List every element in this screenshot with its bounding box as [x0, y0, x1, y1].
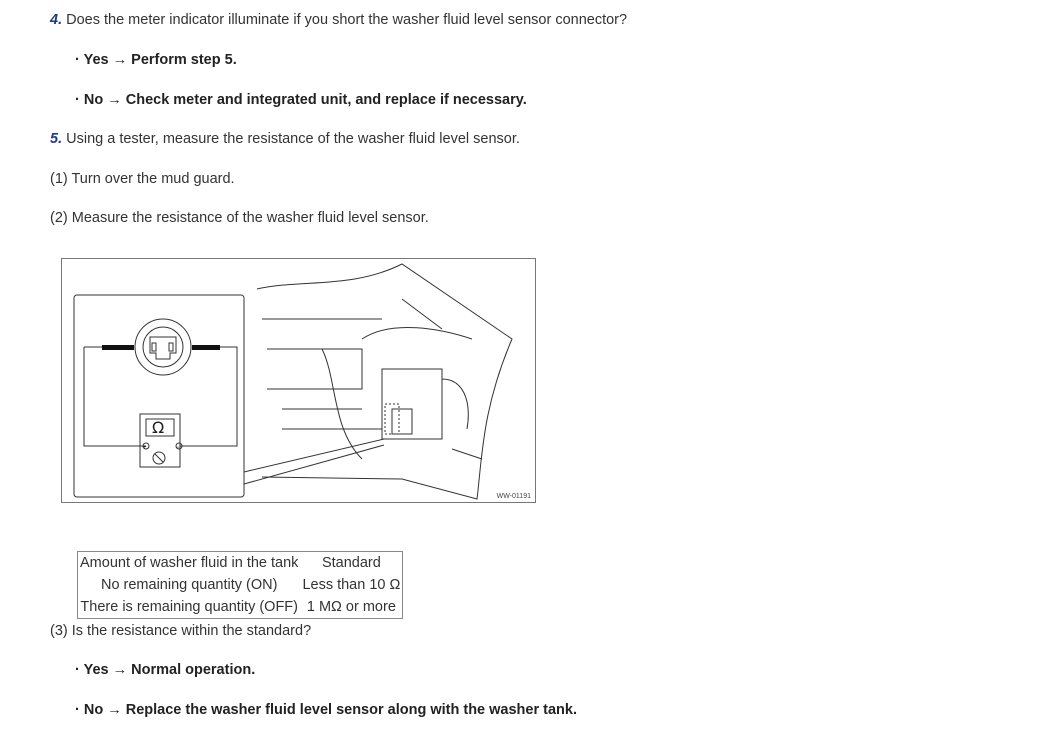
step-number: 4. [50, 12, 63, 28]
step-number: 5. [50, 131, 63, 147]
connector-body [150, 337, 176, 359]
substep-3-yes: · Yes → Normal operation. [75, 662, 256, 678]
cell-amount: No remaining quantity (ON) [100, 577, 278, 593]
step-4 [50, 11, 627, 29]
table-row [78, 596, 403, 619]
plus-icon: + [143, 445, 147, 451]
step-4-no: · No → Check meter and integrated unit, and replace if necessary. [75, 92, 527, 108]
substep-1: (1) Turn over the mud guard. [50, 171, 235, 187]
cell-standard: 1 MΩ or more [306, 599, 396, 615]
connector-leads [102, 345, 220, 350]
ohm-symbol: Ω [152, 418, 165, 437]
step-5 [50, 130, 520, 148]
cell-standard: Less than 10 Ω [302, 577, 401, 593]
cell-amount: There is remaining quantity (OFF) [80, 599, 298, 615]
step-4-yes: · Yes → Perform step 5. [75, 52, 237, 68]
step-text: Does the meter indicator illuminate if you short the washer fluid level sensor connector? [62, 12, 628, 28]
table-row [78, 574, 403, 596]
header-standard: Standard [321, 555, 381, 571]
table-header-row [78, 552, 403, 575]
step-text: Using a tester, measure the resistance of the washer fluid level sensor. [62, 131, 520, 147]
diagram-drawing [62, 259, 535, 502]
sensor-resistance-diagram [61, 258, 536, 503]
resistance-standard-table [77, 551, 403, 619]
minus-icon: − [176, 445, 180, 451]
vehicle-outline [257, 264, 512, 499]
substep-3: (3) Is the resistance within the standard? [50, 623, 312, 639]
substep-3-no: · No → Replace the washer fluid level sensor along with the washer tank. [75, 702, 577, 718]
substep-2: (2) Measure the resistance of the washer fluid level sensor. [50, 210, 429, 226]
header-amount: Amount of washer fluid in the tank [80, 555, 299, 571]
figure-code: WW-01191 [496, 493, 531, 500]
